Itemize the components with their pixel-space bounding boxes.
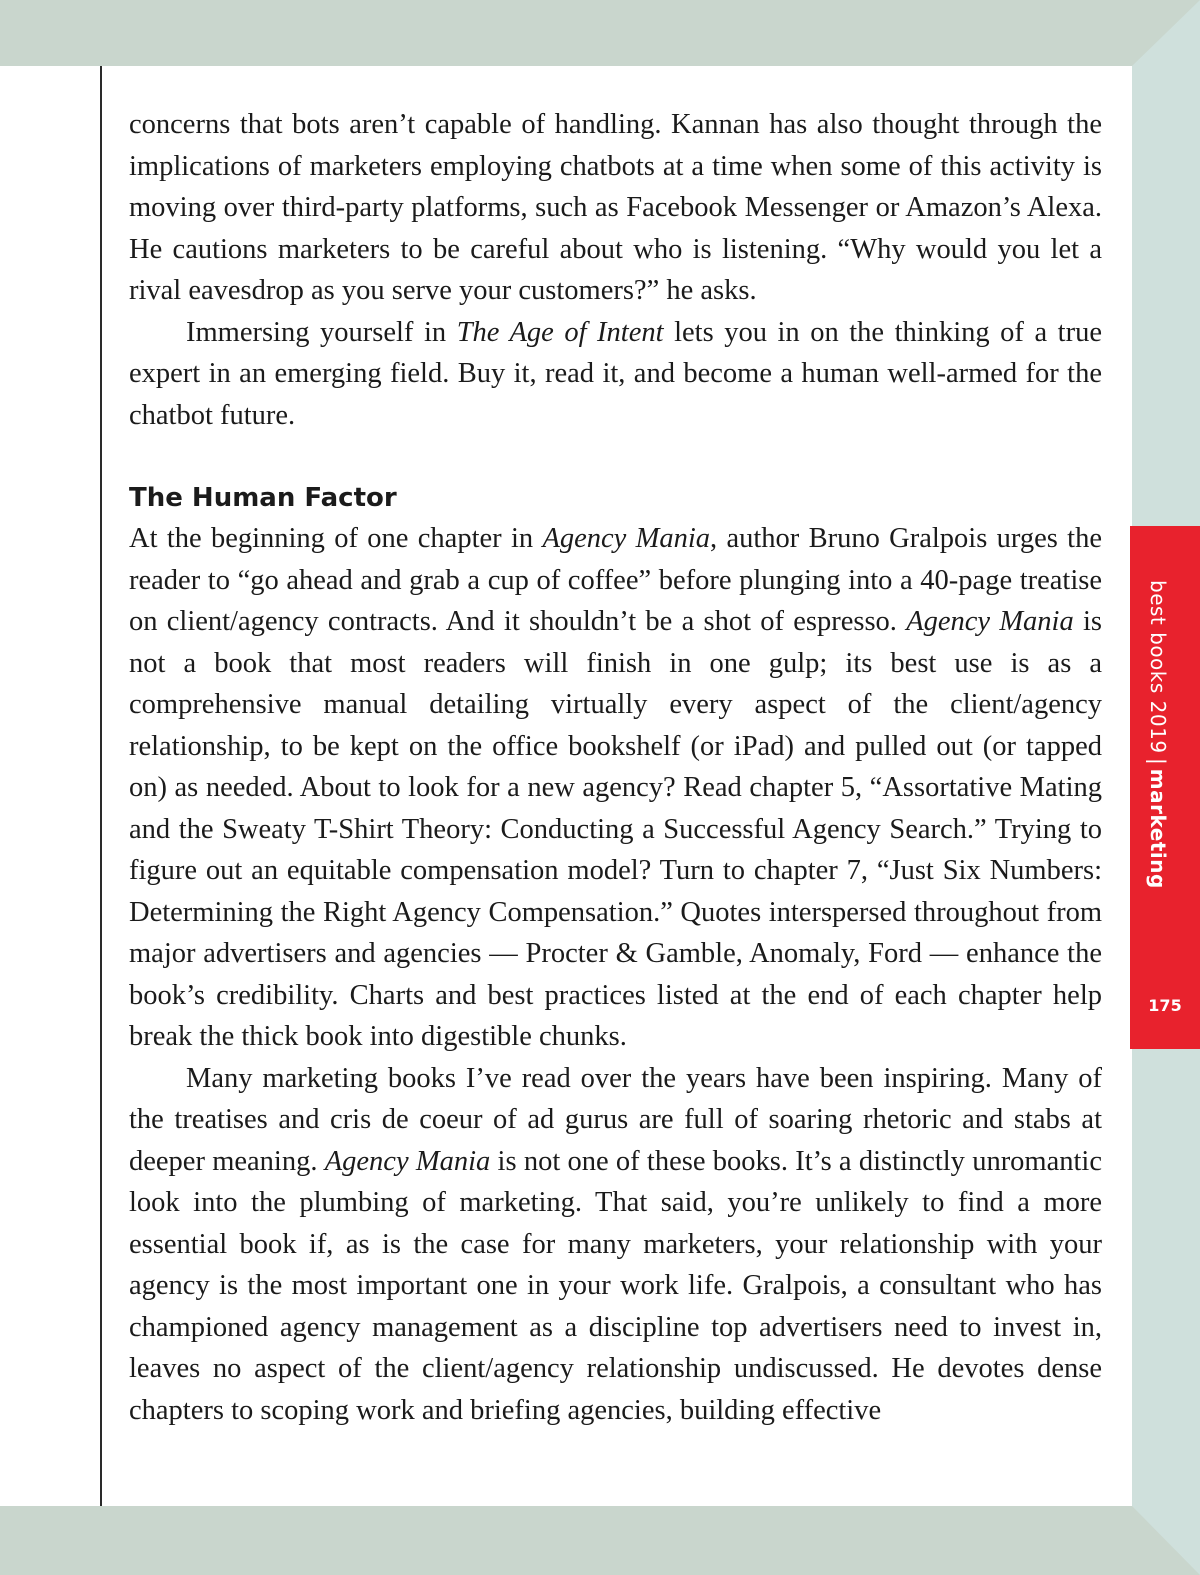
book-title: Agency Mania	[906, 606, 1074, 637]
text-run: , author Bruno Gralpois urges the reader to “go ahead and grab a cup of coffee” before plunging into a 40-page treatise on client/agency contracts. And it shouldn’t be a shot of espresso.	[129, 523, 1102, 637]
book-title: Agency Mania	[542, 523, 711, 554]
section-name: marketing	[1146, 768, 1170, 889]
left-margin-rule	[100, 66, 102, 1506]
top-right-corner-decoration	[1132, 0, 1200, 66]
label-separator: |	[1146, 757, 1170, 765]
section-heading: The Human Factor	[129, 483, 397, 513]
book-title: The Age of Intent	[456, 316, 664, 348]
paragraph-age-of-intent	[129, 312, 1102, 437]
section-tab-label	[1146, 580, 1170, 889]
paragraph-agency-mania-intro	[129, 518, 1102, 1058]
text-run: lets you in on the thinking of a true expert in an emerging field. Buy it, read it, and become a human well-armed for the chatbot future.	[129, 316, 1102, 431]
paragraph-agency-mania-review	[129, 1058, 1102, 1432]
bottom-right-corner-decoration	[1132, 1506, 1200, 1575]
series-label: best books 2019	[1146, 580, 1170, 754]
text-run: Immersing yourself in	[186, 316, 457, 348]
bottom-border	[0, 1506, 1200, 1575]
top-border	[0, 0, 1200, 66]
page-number: 175	[1148, 996, 1182, 1015]
text-run: Many marketing books I’ve read over the years have been inspiring. Many of the treatises and cris de coeur of ad gurus are full of soaring rhetoric and stabs at deeper meaning.	[129, 1062, 1102, 1177]
text-run: is not a book that most readers will finish in one gulp; its best use is as a comprehensive manual detailing virtually every aspect of the client/agency relationship, to be kept on the office bookshelf (or iPad) and pulled out (or tapped on) as needed. About to look for a new agency? Read chapter 5, “Assortative Mating and the Sweaty T-Shirt Theory: Conducting a Successful Agency Search.” Trying to figure out an equitable compensation model? Turn to chapter 7, “Just Six Numbers: Determining the Right Agency Compensation.” Quotes interspersed throughout from major advertisers and agencies — Procter & Gamble, Anomaly, Ford — enhance the book’s credibility. Charts and best practices listed at the end of each chapter help break the thick book into digestible chunks.	[129, 606, 1102, 1052]
book-title: Agency Mania	[324, 1145, 491, 1177]
text-run: At the beginning of one chapter in	[129, 523, 543, 554]
paragraph-continued: concerns that bots aren’t capable of handling. Kannan has also thought through the implications of marketers employing chatbots at a time when some of this activity is moving over third-party platforms, such as Facebook Messenger or Amazon’s Alexa. He cautions marketers to be careful about who is listening. “Why would you let a rival eavesdrop as you serve your customers?” he asks.	[129, 109, 1102, 306]
article-body	[129, 104, 1102, 1431]
text-run: is not one of these books. It’s a distinctly unromantic look into the plumbing of marketing. That said, you’re unlikely to find a more essential book if, as is the case for many marketers, your relationship with your agency is the most important one in your work life. Gralpois, a consultant who has championed agency management as a discipline top advertisers need to invest in, leaves no aspect of the client/agency relationship undiscussed. He devotes dense chapters to scoping work and briefing agencies, building effective	[129, 1145, 1102, 1426]
